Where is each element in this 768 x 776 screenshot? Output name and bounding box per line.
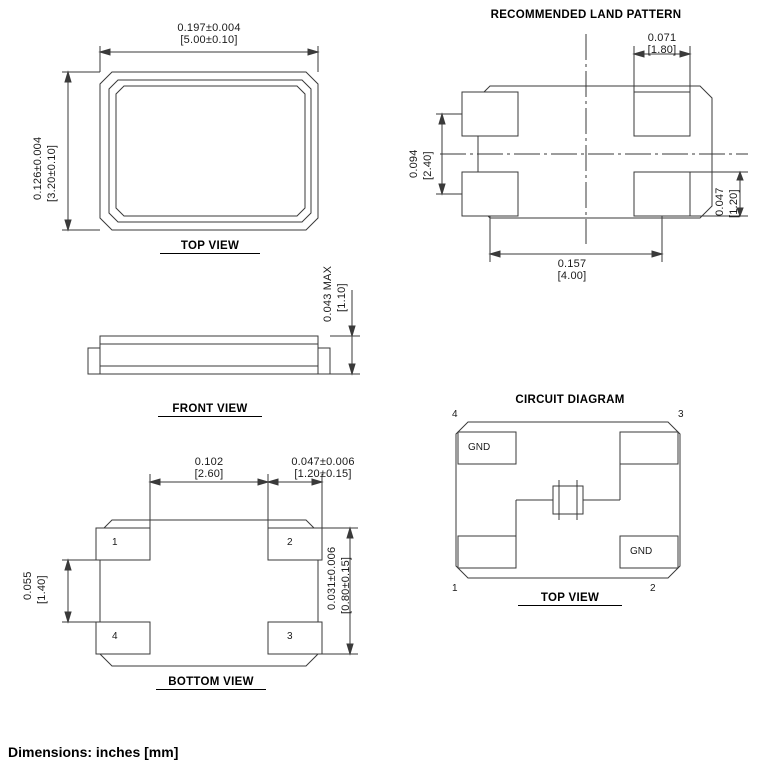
circuit-pin-1-label: 1 [452,583,458,594]
bottom-view-pad-spacing-mm-label: [1.40] [36,575,48,604]
circuit-pin-4-label: 4 [452,409,458,420]
top-view-width-inch-label: 0.197±0.004 [177,22,241,34]
bottom-view-pad-width-mm-label: [1.20±0.15] [294,468,352,480]
bottom-view-pitch-mm-label: [2.60] [194,468,224,480]
bottom-view-pad-width-inch-label: 0.047±0.006 [291,456,355,468]
front-view-height-mm-label: [1.10] [336,283,348,312]
front-view-height-inch-label: 0.043 MAX [322,265,334,322]
circuit-pin-3-label: 3 [678,409,684,420]
top-view-height-inch-label: 0.126±0.004 [32,136,44,200]
bottom-view-pitch-inch-label: 0.102 [194,456,224,468]
bottom-view-pin-1-label: 1 [112,537,118,548]
bottom-view-pin-4-label: 4 [112,631,118,642]
circuit-pin-2-label: 2 [650,583,656,594]
top-view-title: TOP VIEW [160,240,260,254]
land-pattern-vertical-span-mm-label: [2.40] [422,151,434,180]
land-pattern-pad-height-mm-label: [1.20] [728,189,740,218]
bottom-view-pad-height-inch-label: 0.031±0.006 [326,546,338,610]
bottom-view-pad-spacing-inch-label: 0.055 [22,571,34,600]
land-pattern-vertical-span-inch-label: 0.094 [408,149,420,178]
bottom-view-pin-2-label: 2 [287,537,293,548]
circuit-diagram-title: CIRCUIT DIAGRAM [515,394,625,406]
top-view-body [100,72,318,230]
circuit-gnd-pad-top-label: GND [468,442,491,453]
land-pattern-horizontal-span-inch-label: 0.157 [557,258,587,270]
top-view-width-dimension [100,46,318,72]
circuit-diagram-subtitle: TOP VIEW [518,592,622,606]
land-pattern-pad-width-inch-label: 0.071 [647,32,677,44]
bottom-view-pad-spacing-dimension [62,560,96,622]
dimensions-note: Dimensions: inches [mm] [8,744,179,760]
circuit-gnd-pad-bottom-label: GND [630,546,653,557]
land-pattern-horizontal-span-mm-label: [4.00] [557,270,587,282]
top-view-width-mm-label: [5.00±0.10] [180,34,238,46]
bottom-view-pin-3-label: 3 [287,631,293,642]
bottom-view-title: BOTTOM VIEW [156,676,266,690]
land-pattern-pad-height-inch-label: 0.047 [714,187,726,216]
land-pattern-horizontal-span-dimension [490,216,662,262]
bottom-view-pad-height-mm-label: [0.80±0.15] [340,556,352,614]
top-view-height-dimension [62,72,100,230]
land-pattern-pad-width-mm-label: [1.80] [647,44,677,56]
front-view-body [88,336,330,374]
land-pattern-body [462,86,712,218]
land-pattern-title: RECOMMENDED LAND PATTERN [490,9,682,21]
front-view-title: FRONT VIEW [158,403,262,417]
top-view-height-mm-label: [3.20±0.10] [46,144,58,202]
